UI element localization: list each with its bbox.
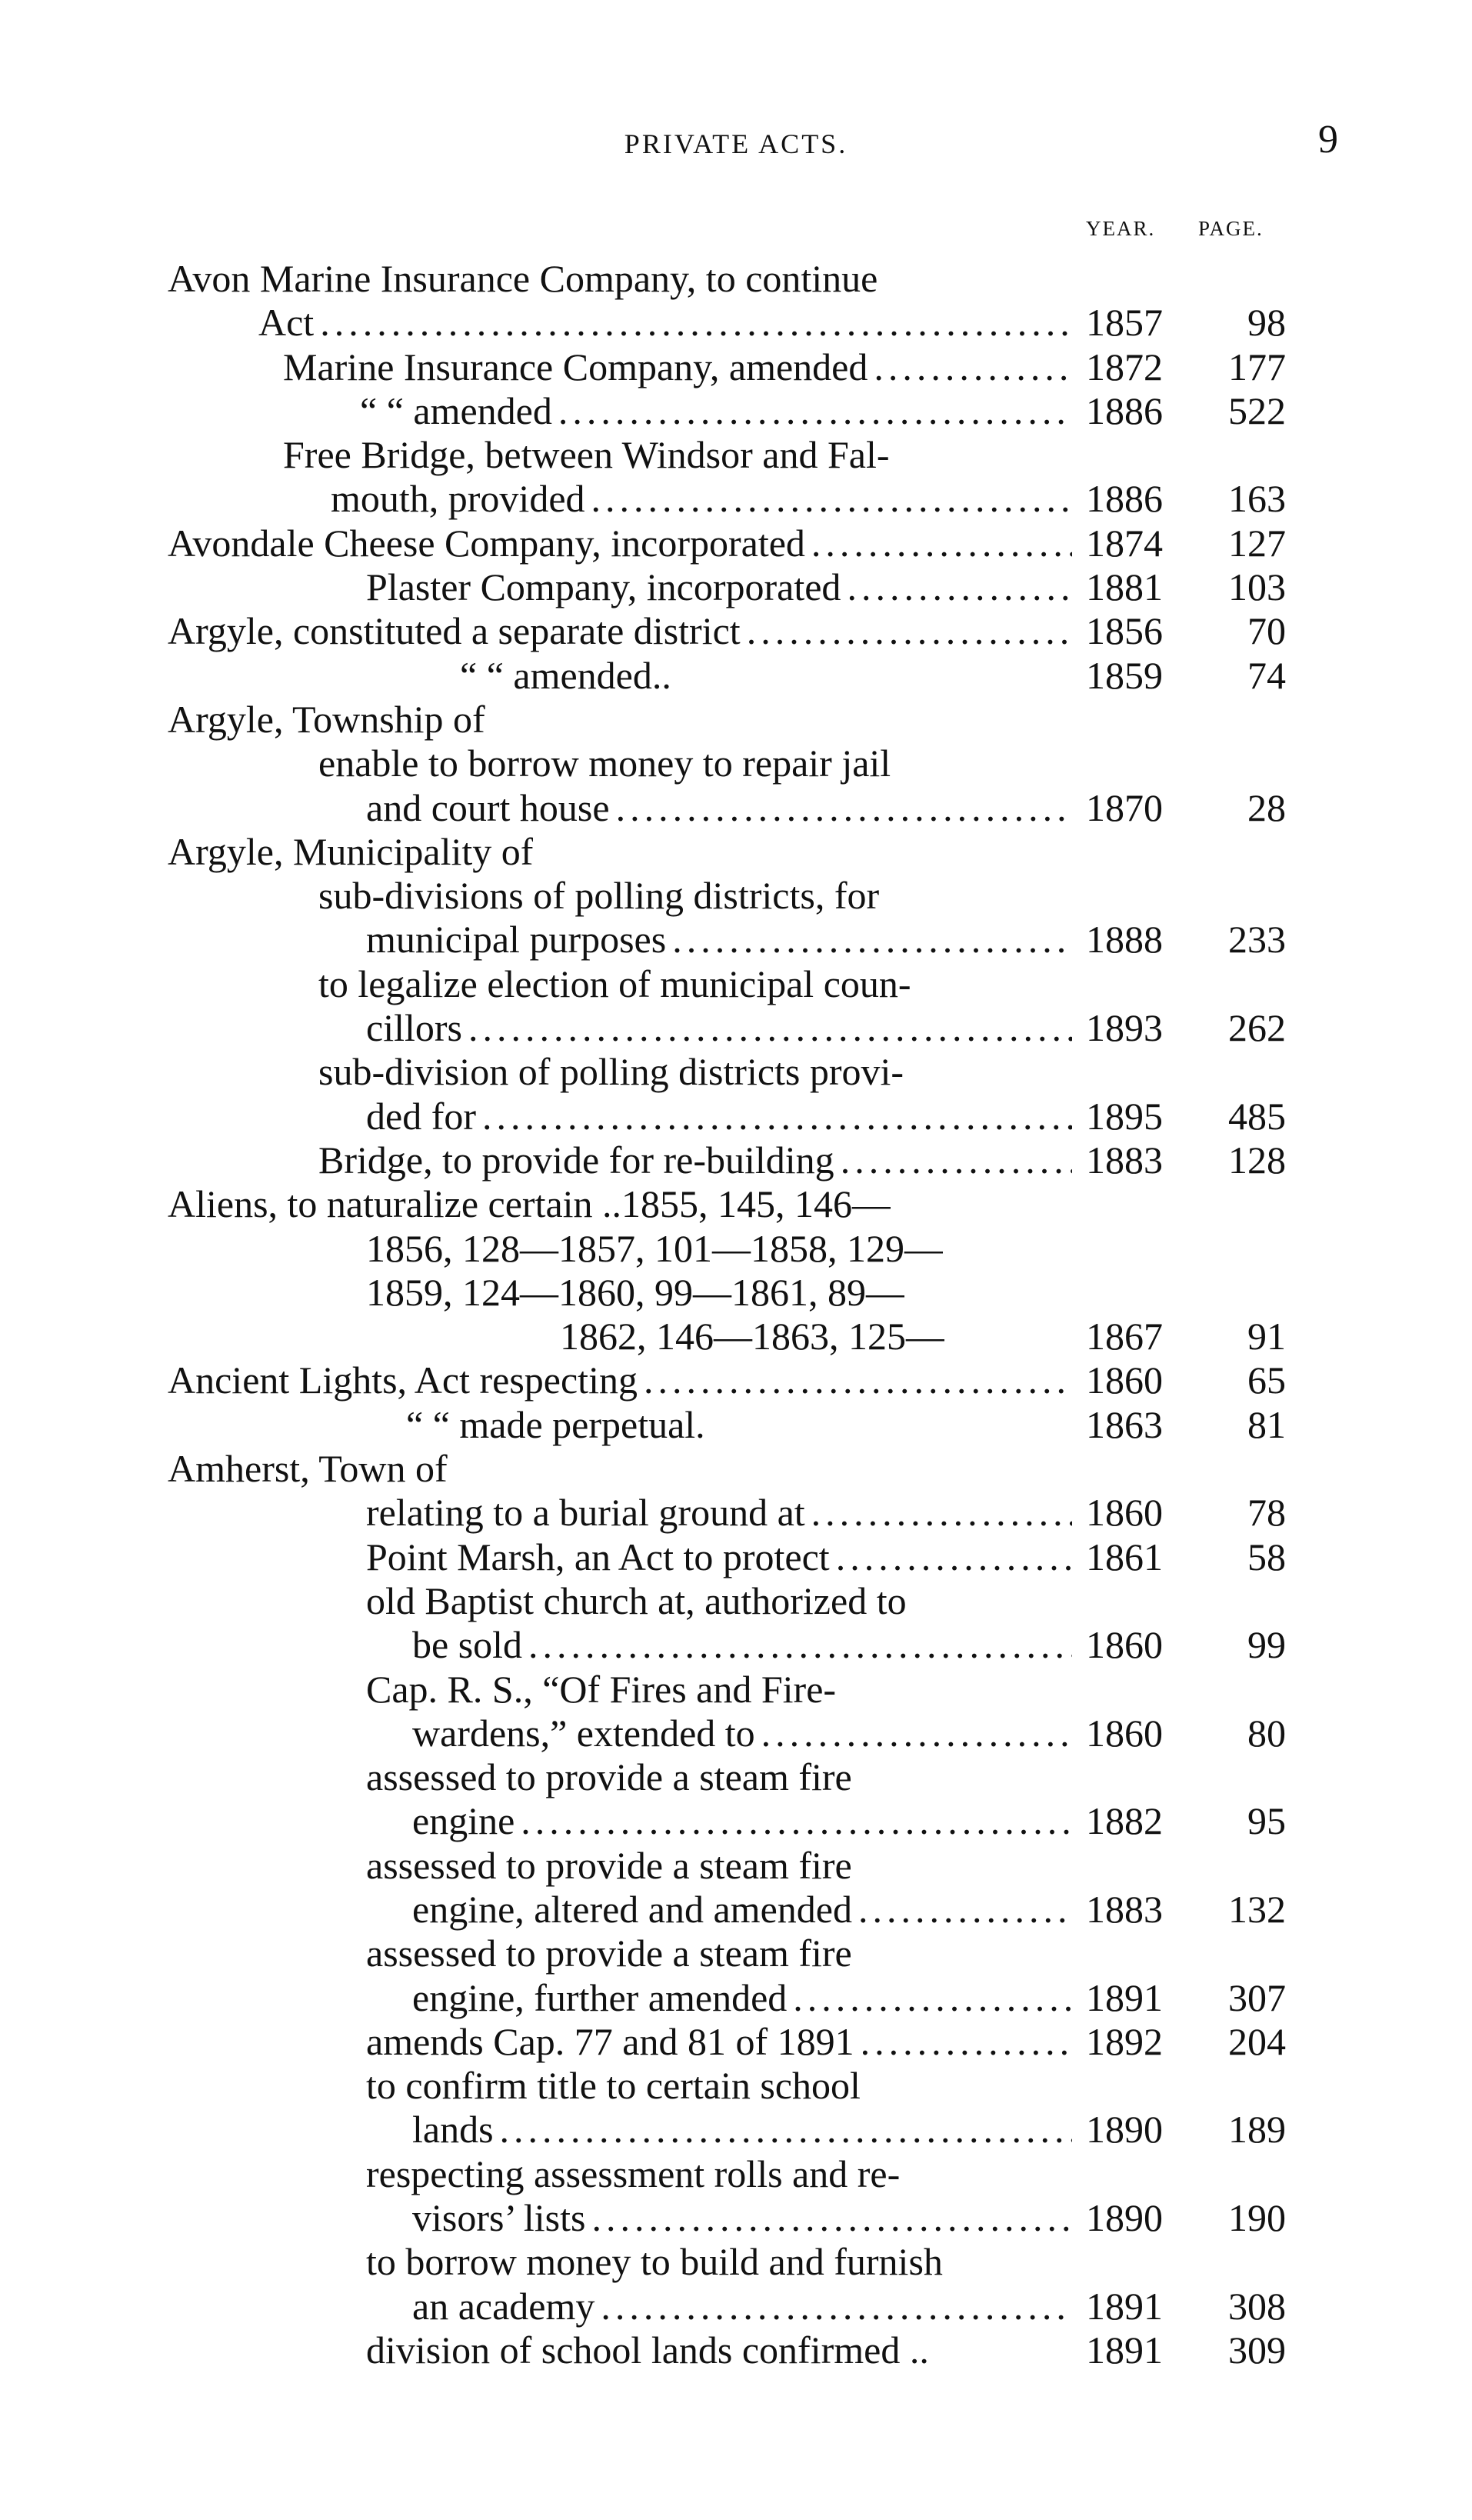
index-entry-row — [0, 1932, 1472, 1975]
entry-label: Argyle, Municipality of — [168, 829, 534, 873]
entry-text — [366, 918, 1072, 962]
dot-leader — [610, 786, 1072, 830]
entry-label: “ “ amended — [360, 388, 552, 432]
entry-label: to borrow money to build and furnish — [366, 2240, 943, 2284]
index-entry-row — [0, 1271, 1472, 1315]
index-entry-row — [0, 1227, 1472, 1271]
dot-leader — [805, 1491, 1072, 1535]
index-entry-row — [0, 742, 1472, 785]
index-entry-row — [0, 257, 1472, 301]
index-entry-row — [0, 433, 1472, 477]
index-entry-row — [0, 874, 1472, 918]
entry-text — [168, 1358, 1072, 1402]
entry-year: 1870 — [1086, 785, 1163, 829]
dot-leader — [522, 1623, 1072, 1667]
index-entry-row — [0, 477, 1472, 521]
entry-page: 28 — [1247, 785, 1286, 829]
entry-page: 81 — [1247, 1402, 1286, 1446]
entry-year: 1891 — [1086, 1975, 1163, 2019]
dot-leader — [666, 918, 1072, 962]
entry-page: 128 — [1228, 1138, 1286, 1182]
entry-text — [366, 565, 1072, 609]
entry-page: 91 — [1247, 1315, 1286, 1358]
entry-label: Act — [258, 301, 315, 345]
entry-page: 485 — [1228, 1094, 1286, 1138]
entry-label: cillors — [366, 1006, 462, 1050]
entry-page: 204 — [1228, 2019, 1286, 2063]
index-entry-row — [0, 2064, 1472, 2108]
entry-year: 1861 — [1086, 1535, 1163, 1578]
dot-leader — [586, 2196, 1073, 2240]
entry-text — [412, 1623, 1072, 1667]
dot-leader — [552, 389, 1072, 433]
entry-year: 1893 — [1086, 1006, 1163, 1050]
entry-text — [366, 1095, 1072, 1138]
entry-text — [168, 1182, 891, 1226]
index-entry-row — [0, 1844, 1472, 1888]
entry-year: 1891 — [1086, 2284, 1163, 2328]
entry-year: 1863 — [1086, 1402, 1163, 1446]
index-entry-row — [0, 698, 1472, 742]
entry-text — [283, 433, 890, 477]
entry-year: 1874 — [1086, 521, 1163, 565]
entry-label: Aliens, to naturalize certain ..1855, 145, 146— — [168, 1182, 891, 1226]
entry-text — [366, 1932, 852, 1975]
index-entries — [0, 257, 1472, 2372]
entry-text — [283, 345, 1072, 389]
index-entry-row — [0, 918, 1472, 962]
entry-label: 1862, 146—1863, 125— — [560, 1315, 944, 1358]
entry-year: 1888 — [1086, 918, 1163, 962]
index-entry-row — [0, 301, 1472, 345]
entry-page: 163 — [1228, 477, 1286, 521]
entry-text — [318, 962, 911, 1006]
index-entry-row — [0, 565, 1472, 609]
entry-label: amends Cap. 77 and 81 of 1891 — [366, 2019, 854, 2063]
entry-text — [360, 389, 1072, 433]
entry-label: Point Marsh, an Act to protect — [366, 1535, 830, 1578]
entry-label: engine — [412, 1799, 515, 1843]
page-column-heading: PAGE. — [1198, 217, 1264, 240]
entry-label: enable to borrow money to repair jail — [318, 742, 891, 785]
entry-page: 70 — [1247, 609, 1286, 653]
entry-label: Cap. R. S., “Of Fires and Fire- — [366, 1667, 837, 1711]
dot-leader — [515, 1799, 1072, 1843]
entry-page: 177 — [1228, 345, 1286, 388]
entry-label: Avon Marine Insurance Company, to continue — [168, 257, 878, 300]
entry-label: to legalize election of municipal coun- — [318, 962, 911, 1005]
entry-page: 189 — [1228, 2108, 1286, 2152]
entry-label: an academy — [412, 2284, 595, 2328]
entry-text — [366, 1755, 852, 1799]
entry-label: municipal purposes — [366, 918, 667, 962]
dot-leader — [854, 2020, 1072, 2064]
entry-label: ded for — [366, 1094, 476, 1138]
entry-text — [168, 698, 485, 742]
entry-year: 1856 — [1086, 609, 1163, 653]
entry-year: 1867 — [1086, 1315, 1163, 1358]
dot-leader — [852, 1888, 1072, 1932]
entry-text — [366, 1844, 852, 1888]
entry-text — [366, 1579, 907, 1623]
entry-text — [366, 2328, 929, 2372]
entry-text — [366, 786, 1072, 830]
entry-text — [258, 301, 1072, 345]
entry-text — [366, 2064, 861, 2108]
entry-year: 1882 — [1086, 1799, 1163, 1843]
entry-text — [168, 257, 878, 301]
entry-label: division of school lands confirmed .. — [366, 2328, 929, 2372]
entry-label: “ “ made perpetual. — [406, 1402, 705, 1446]
entry-text — [412, 1976, 1072, 2020]
entry-year: 1883 — [1086, 1887, 1163, 1931]
entry-text — [366, 1006, 1072, 1050]
index-entry-row — [0, 654, 1472, 698]
dot-leader — [462, 1006, 1072, 1050]
index-entry-row — [0, 2240, 1472, 2284]
entry-label: Avondale Cheese Company, incorporated — [168, 521, 805, 565]
entry-page: 95 — [1247, 1799, 1286, 1843]
column-headings — [0, 217, 1472, 248]
entry-label: and court house — [366, 785, 610, 829]
entry-label: “ “ amended.. — [460, 653, 671, 697]
entry-page: 98 — [1247, 301, 1286, 345]
entry-text — [366, 1668, 836, 1712]
entry-year: 1891 — [1086, 2328, 1163, 2372]
entry-label: wardens,” extended to — [412, 1711, 755, 1755]
entry-text — [168, 609, 1072, 653]
entry-year: 1886 — [1086, 388, 1163, 432]
index-entry-row — [0, 1668, 1472, 1712]
index-entry-row — [0, 2108, 1472, 2152]
entry-label: respecting assessment rolls and re- — [366, 2152, 901, 2195]
index-entry-row — [0, 1712, 1472, 1755]
dot-leader — [741, 609, 1072, 653]
index-entry-row — [0, 830, 1472, 874]
year-column-heading: YEAR. — [1086, 217, 1156, 240]
entry-text — [331, 477, 1072, 521]
entry-label: to confirm title to certain school — [366, 2064, 861, 2108]
entry-year: 1860 — [1086, 1711, 1163, 1755]
entry-page: 74 — [1247, 653, 1286, 697]
entry-text — [318, 1050, 904, 1094]
index-entry-row — [0, 389, 1472, 433]
index-entry-row — [0, 609, 1472, 653]
index-entry-row — [0, 1447, 1472, 1491]
entry-label: Argyle, constituted a separate district — [168, 609, 741, 653]
entry-text — [168, 830, 533, 874]
entry-label: engine, altered and amended — [412, 1887, 852, 1931]
index-entry-row — [0, 2020, 1472, 2064]
dot-leader — [494, 2108, 1072, 2152]
index-entry-row — [0, 786, 1472, 830]
entry-text — [318, 742, 891, 785]
index-entry-row — [0, 2328, 1472, 2372]
page-number: 9 — [1318, 118, 1338, 162]
entry-page: 132 — [1228, 1887, 1286, 1931]
index-entry-row — [0, 962, 1472, 1006]
entry-label: lands — [412, 2108, 494, 2152]
entry-label: Argyle, Township of — [168, 697, 485, 741]
entry-text — [412, 1712, 1072, 1755]
entry-year: 1859 — [1086, 653, 1163, 697]
entry-page: 99 — [1247, 1623, 1286, 1667]
entry-label: mouth, provided — [331, 477, 585, 521]
entry-label: Ancient Lights, Act respecting — [168, 1358, 638, 1402]
dot-leader — [594, 2285, 1072, 2328]
entry-text — [366, 2020, 1072, 2064]
dot-leader — [755, 1712, 1072, 1755]
entry-text — [406, 1403, 705, 1447]
dot-leader — [585, 477, 1072, 521]
entry-year: 1860 — [1086, 1491, 1163, 1535]
entry-page: 233 — [1228, 918, 1286, 962]
entry-text — [366, 2240, 943, 2284]
entry-year: 1895 — [1086, 1094, 1163, 1138]
entry-page: 308 — [1228, 2284, 1286, 2328]
dot-leader — [830, 1535, 1072, 1579]
dot-leader — [638, 1358, 1072, 1402]
entry-text — [560, 1315, 944, 1358]
entry-label: sub-divisions of polling districts, for — [318, 874, 880, 918]
entry-label: 1859, 124—1860, 99—1861, 89— — [366, 1270, 904, 1314]
entry-year: 1857 — [1086, 301, 1163, 345]
entry-year: 1890 — [1086, 2108, 1163, 2152]
entry-page: 127 — [1228, 521, 1286, 565]
running-header-title: PRIVATE ACTS. — [624, 128, 848, 159]
dot-leader — [841, 565, 1072, 609]
dot-leader — [787, 1976, 1072, 2020]
entry-label: engine, further amended — [412, 1975, 788, 2019]
entry-year: 1872 — [1086, 345, 1163, 388]
entry-page: 80 — [1247, 1711, 1286, 1755]
index-entry-row — [0, 1358, 1472, 1402]
index-entry-row — [0, 2196, 1472, 2240]
entry-text — [460, 654, 671, 698]
entry-text — [412, 2285, 1072, 2328]
entry-text — [366, 1535, 1072, 1579]
entry-label: old Baptist church at, authorized to — [366, 1578, 907, 1622]
entry-label: sub-division of polling districts provi- — [318, 1050, 904, 1094]
entry-page: 262 — [1228, 1006, 1286, 1050]
entry-label: Bridge, to provide for re-building — [318, 1138, 834, 1182]
dot-leader — [476, 1095, 1072, 1138]
index-entry-row — [0, 1491, 1472, 1535]
entry-text — [168, 1447, 448, 1491]
entry-page: 307 — [1228, 1975, 1286, 2019]
entry-text — [412, 1799, 1072, 1843]
index-entry-row — [0, 1888, 1472, 1932]
entry-page: 522 — [1228, 388, 1286, 432]
entry-label: 1856, 128—1857, 101—1858, 129— — [366, 1226, 943, 1270]
entry-text — [366, 1491, 1072, 1535]
index-entry-row — [0, 1755, 1472, 1799]
entry-label: relating to a burial ground at — [366, 1491, 805, 1535]
dot-leader — [314, 301, 1072, 345]
entry-text — [366, 1227, 943, 1271]
entry-label: Free Bridge, between Windsor and Fal- — [283, 433, 890, 477]
index-entry-row — [0, 1095, 1472, 1138]
dot-leader — [868, 345, 1072, 389]
entry-label: Marine Insurance Company, amended — [283, 345, 868, 388]
entry-text — [412, 2108, 1072, 2152]
entry-page: 78 — [1247, 1491, 1286, 1535]
index-entry-row — [0, 1403, 1472, 1447]
index-entry-row — [0, 1976, 1472, 2020]
entry-text — [318, 1138, 1072, 1182]
entry-year: 1881 — [1086, 565, 1163, 609]
entry-text — [366, 2152, 900, 2196]
entry-page: 65 — [1247, 1358, 1286, 1402]
index-entry-row — [0, 1579, 1472, 1623]
entry-label: assessed to provide a steam fire — [366, 1843, 852, 1887]
entry-year: 1883 — [1086, 1138, 1163, 1182]
entry-text — [366, 1271, 904, 1315]
entry-year: 1886 — [1086, 477, 1163, 521]
entry-page: 103 — [1228, 565, 1286, 609]
index-entry-row — [0, 1315, 1472, 1358]
index-entry-row — [0, 2285, 1472, 2328]
entry-text — [412, 1888, 1072, 1932]
index-entry-row — [0, 2152, 1472, 2196]
entry-year: 1860 — [1086, 1358, 1163, 1402]
entry-label: Amherst, Town of — [168, 1447, 448, 1491]
entry-label: assessed to provide a steam fire — [366, 1932, 852, 1975]
entry-label: Plaster Company, incorporated — [366, 565, 841, 609]
entry-label: visors’ lists — [412, 2196, 586, 2240]
dot-leader — [834, 1138, 1072, 1182]
entry-text — [318, 874, 879, 918]
entry-year: 1890 — [1086, 2196, 1163, 2240]
index-entry-row — [0, 1623, 1472, 1667]
index-entry-row — [0, 1006, 1472, 1050]
index-entry-row — [0, 1050, 1472, 1094]
index-entry-row — [0, 1182, 1472, 1226]
entry-year: 1892 — [1086, 2019, 1163, 2063]
index-entry-row — [0, 1799, 1472, 1843]
entry-text — [412, 2196, 1072, 2240]
entry-label: be sold — [412, 1623, 523, 1667]
index-entry-row — [0, 1535, 1472, 1579]
index-entry-row — [0, 345, 1472, 389]
entry-page: 309 — [1228, 2328, 1286, 2372]
entry-page: 190 — [1228, 2196, 1286, 2240]
index-entry-row — [0, 522, 1472, 565]
entry-year: 1860 — [1086, 1623, 1163, 1667]
entry-text — [168, 522, 1072, 565]
entry-page: 58 — [1247, 1535, 1286, 1578]
entry-label: assessed to provide a steam fire — [366, 1755, 852, 1799]
dot-leader — [805, 522, 1072, 565]
index-entry-row — [0, 1138, 1472, 1182]
